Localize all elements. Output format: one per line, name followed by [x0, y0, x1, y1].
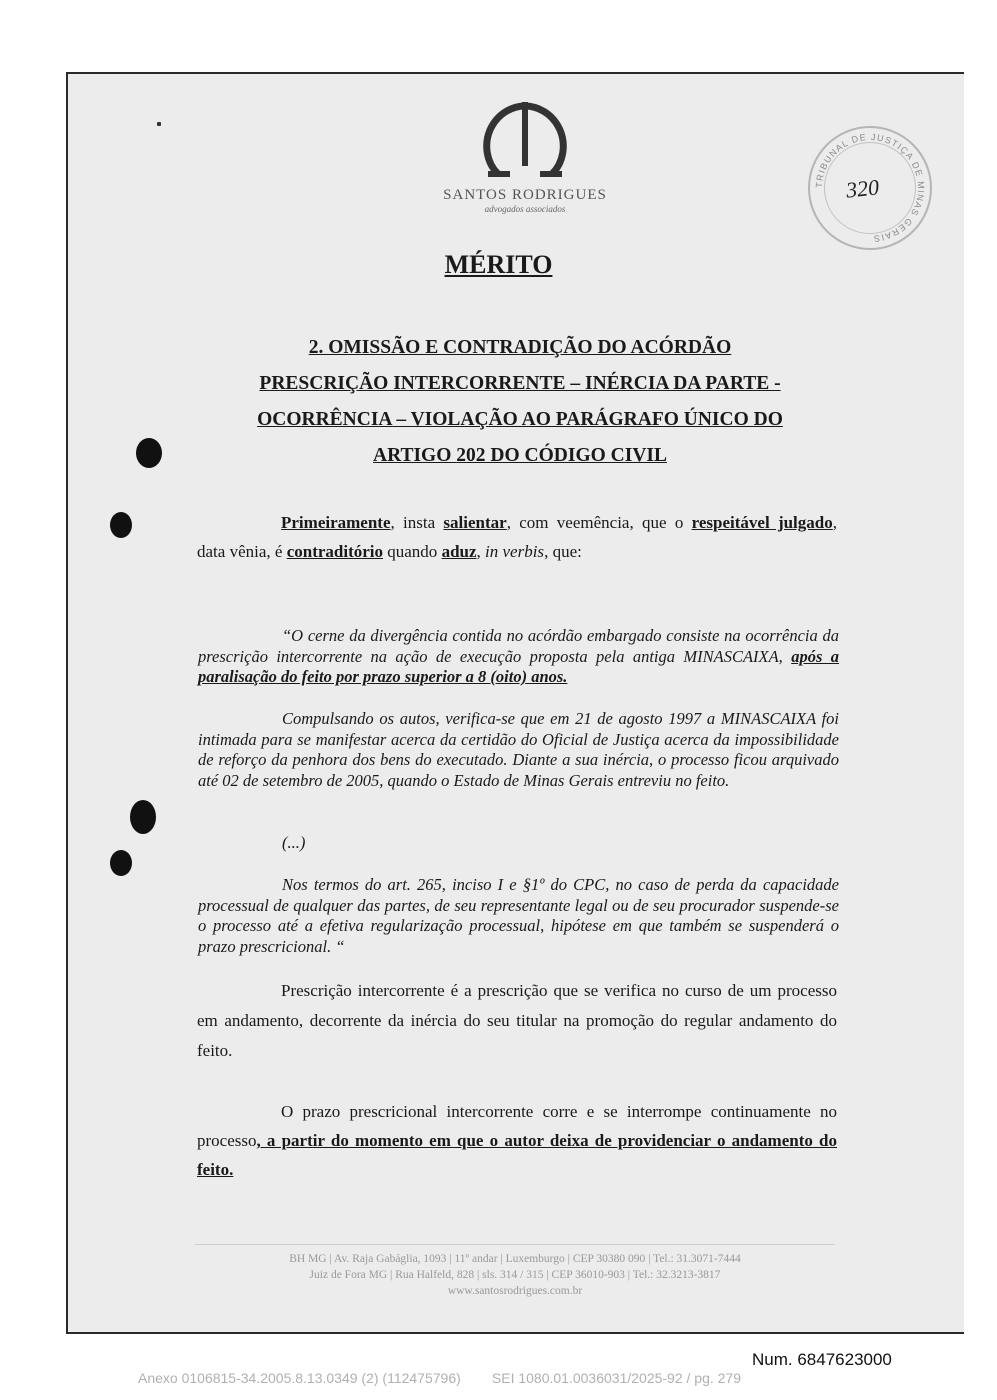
- emphasis-contraditorio: contraditório: [286, 542, 384, 561]
- paragraph-prazo: [197, 1097, 837, 1184]
- quote-paragraph-1: [198, 626, 839, 688]
- footer-website: www.santosrodrigues.com.br: [447, 1285, 583, 1297]
- paragraph-text: O prazo prescricional intercorrente corre e se interrompe continuamente no processo: [197, 1102, 837, 1150]
- paragraph-emphasis: , a partir do momento em que o autor deixa de providenciar o andamento do feito.: [197, 1131, 837, 1179]
- paragraph-prescricao: Prescrição intercorrente é a prescrição que se verifica no curso de um processo em andamento, decorrente da inércia do seu titular na promoção do regular andamento do feito.: [197, 981, 837, 1060]
- emphasis-aduz: aduz: [441, 542, 477, 561]
- footer-address-bh: BH MG | Av. Raja Gabáglia, 1093 | 11º andar | Luxemburgo | CEP 30380 090 | Tel.: 31.3071-7444: [289, 1253, 741, 1265]
- punch-hole-1: [136, 438, 162, 468]
- emphasis-salientar: salientar: [443, 513, 507, 532]
- quote-paragraph-2: Compulsando os autos, verifica-se que em 21 de agosto 1997 a MINASCAIXA foi intimada para se manifestar acerca da certidão do Oficial de Justiça acerca da impossibilidade de reforço da penhora dos bens do executado. Diante a sua inércia, o processo ficou arquivado até 02 de setembro de 2005, quando o Estado de Minas Gerais entreviu no feito.: [198, 709, 839, 790]
- heading-line: OCORRÊNCIA – VIOLAÇÃO AO PARÁGRAFO ÚNICO DO: [257, 409, 783, 430]
- heading-line: ARTIGO 202 DO CÓDIGO CIVIL: [372, 445, 667, 466]
- document-number: Num. 6847623000: [752, 1350, 892, 1369]
- scan-speck: [157, 122, 161, 126]
- text-run: , que:: [544, 542, 582, 561]
- stamp-ring-text: TRIBUNAL DE JUSTIÇA DE MINAS GERAIS: [813, 131, 927, 245]
- text-run: , insta: [390, 513, 444, 532]
- annex-reference: Anexo 0106815-34.2005.8.13.0349 (2) (112475796) SEI 1080.01.0036031/2025-92 / pg. 279: [138, 1370, 741, 1386]
- emphasis-respeitavel-julgado: respeitável julgado: [691, 513, 833, 532]
- text-run: quando: [383, 542, 442, 561]
- firm-name: SANTOS RODRIGUES: [443, 187, 607, 203]
- quote-text: “O cerne da divergência contida no acórdão embargado consiste na ocorrência da prescrição intercorrente na ação de execução proposta pela antiga MINASCAIXA,: [198, 626, 839, 666]
- intro-paragraph: [197, 508, 837, 566]
- punch-hole-4: [110, 850, 132, 876]
- firm-tagline: advogados associados: [484, 204, 566, 214]
- firm-logo: [440, 100, 610, 214]
- text-run: , com veemência, que o: [506, 513, 692, 532]
- quote-emphasis: após a paralisação do feito por prazo superior a 8 (oito) anos.: [198, 646, 840, 686]
- latin-term: in verbis: [485, 542, 545, 561]
- heading-line: 2. OMISSÃO E CONTRADIÇÃO DO ACÓRDÃO: [308, 337, 732, 358]
- omega-logo-icon: [480, 100, 570, 180]
- text-run: , data vênia, é: [197, 513, 837, 561]
- letterhead-footer: [195, 1244, 835, 1299]
- quote-paragraph-3: Nos termos do art. 265, inciso I e §1º do CPC, no caso de perda da capacidade processual de qualquer das partes, de seu representante legal ou de seu procurador suspende-se o processo até a efetiva regularização processual, hipótese em que também se suspenderá o prazo prescricional. “: [198, 875, 839, 956]
- heading-line: PRESCRIÇÃO INTERCORRENTE – INÉRCIA DA PARTE -: [259, 373, 781, 394]
- quote-ellipsis: (...): [282, 833, 306, 852]
- page-number-handwritten: 320: [844, 174, 881, 203]
- court-stamp: [808, 126, 932, 250]
- section-title: MÉRITO: [444, 250, 553, 279]
- text-run: ,: [476, 542, 486, 561]
- punch-hole-2: [110, 512, 132, 538]
- emphasis-primeiramente: Primeiramente: [281, 513, 391, 532]
- footer-address-jf: Juiz de Fora MG | Rua Halfeld, 828 | sls. 314 / 315 | CEP 36010-903 | Tel.: 32.3213-3817: [309, 1269, 721, 1281]
- punch-hole-3: [130, 800, 156, 834]
- section-heading: [200, 330, 840, 474]
